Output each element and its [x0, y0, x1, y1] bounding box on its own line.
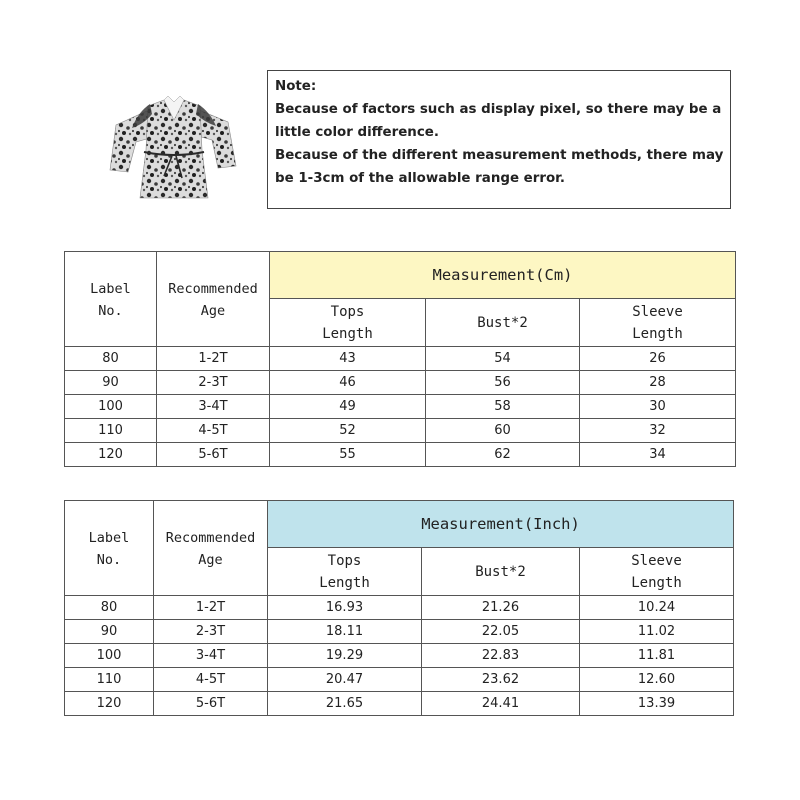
cell-age: 1-2T — [157, 347, 270, 371]
cell-sleeve: 28 — [580, 371, 736, 395]
cell-age: 1-2T — [154, 596, 268, 620]
cell-label: 120 — [65, 443, 157, 467]
cell-bust: 23.62 — [422, 668, 580, 692]
cell-tops: 19.29 — [268, 644, 422, 668]
note-title: Note: — [275, 79, 317, 94]
table-body-cm — [65, 347, 736, 467]
table-row — [65, 395, 736, 419]
cell-sleeve: 11.81 — [580, 644, 734, 668]
table-body-inch — [65, 596, 734, 716]
cell-sleeve: 11.02 — [580, 620, 734, 644]
cell-bust: 22.05 — [422, 620, 580, 644]
size-table-inch — [64, 500, 734, 716]
note-box — [267, 70, 731, 209]
cell-sleeve: 30 — [580, 395, 736, 419]
cell-label: 80 — [65, 347, 157, 371]
note-line-1a: Because of factors such as display pixel, so there may be a — [275, 102, 722, 117]
cell-sleeve: 32 — [580, 419, 736, 443]
header-measurement-inch: Measurement(Inch) — [268, 501, 734, 548]
note-line-1b: little color difference. — [275, 125, 439, 140]
cell-bust: 58 — [426, 395, 580, 419]
cell-label: 110 — [65, 668, 154, 692]
cell-age: 5-6T — [157, 443, 270, 467]
cell-age: 5-6T — [154, 692, 268, 716]
header-bust: Bust*2 — [422, 548, 580, 596]
table-row — [65, 443, 736, 467]
cell-tops: 20.47 — [268, 668, 422, 692]
header-recommended-age: Recommended Age — [154, 501, 268, 596]
leopard-print-dress-image — [104, 80, 244, 210]
cell-tops: 49 — [270, 395, 426, 419]
cell-tops: 55 — [270, 443, 426, 467]
header-bust: Bust*2 — [426, 299, 580, 347]
cell-label: 100 — [65, 395, 157, 419]
cell-tops: 16.93 — [268, 596, 422, 620]
cell-bust: 56 — [426, 371, 580, 395]
cell-tops: 43 — [270, 347, 426, 371]
cell-bust: 62 — [426, 443, 580, 467]
cell-label: 120 — [65, 692, 154, 716]
table-row — [65, 620, 734, 644]
cell-tops: 52 — [270, 419, 426, 443]
note-line-2b: be 1-3cm of the allowable range error. — [275, 171, 565, 186]
header-recommended-age: Recommended Age — [157, 252, 270, 347]
cell-bust: 54 — [426, 347, 580, 371]
header-tops-length: Tops Length — [270, 299, 426, 347]
cell-bust: 22.83 — [422, 644, 580, 668]
cell-tops: 18.11 — [268, 620, 422, 644]
table-row — [65, 347, 736, 371]
cell-bust: 24.41 — [422, 692, 580, 716]
note-line-2a: Because of the different measurement methods, there may — [275, 148, 724, 163]
cell-label: 100 — [65, 644, 154, 668]
header-measurement-cm: Measurement(Cm) — [270, 252, 736, 299]
table-row — [65, 596, 734, 620]
header-sleeve-length: Sleeve Length — [580, 548, 734, 596]
cell-sleeve: 26 — [580, 347, 736, 371]
header-label-no: Label No. — [65, 252, 157, 347]
table-row — [65, 371, 736, 395]
cell-label: 110 — [65, 419, 157, 443]
header-tops-length: Tops Length — [268, 548, 422, 596]
table-row — [65, 419, 736, 443]
cell-label: 90 — [65, 371, 157, 395]
cell-age: 3-4T — [154, 644, 268, 668]
cell-bust: 21.26 — [422, 596, 580, 620]
cell-sleeve: 13.39 — [580, 692, 734, 716]
size-table-cm — [64, 251, 736, 467]
cell-sleeve: 12.60 — [580, 668, 734, 692]
table-row — [65, 644, 734, 668]
cell-bust: 60 — [426, 419, 580, 443]
cell-age: 4-5T — [157, 419, 270, 443]
cell-sleeve: 10.24 — [580, 596, 734, 620]
cell-tops: 21.65 — [268, 692, 422, 716]
header-sleeve-length: Sleeve Length — [580, 299, 736, 347]
cell-label: 90 — [65, 620, 154, 644]
cell-age: 2-3T — [157, 371, 270, 395]
cell-label: 80 — [65, 596, 154, 620]
cell-age: 4-5T — [154, 668, 268, 692]
cell-age: 2-3T — [154, 620, 268, 644]
table-row — [65, 668, 734, 692]
header-label-no: Label No. — [65, 501, 154, 596]
table-row — [65, 692, 734, 716]
cell-sleeve: 34 — [580, 443, 736, 467]
cell-tops: 46 — [270, 371, 426, 395]
cell-age: 3-4T — [157, 395, 270, 419]
